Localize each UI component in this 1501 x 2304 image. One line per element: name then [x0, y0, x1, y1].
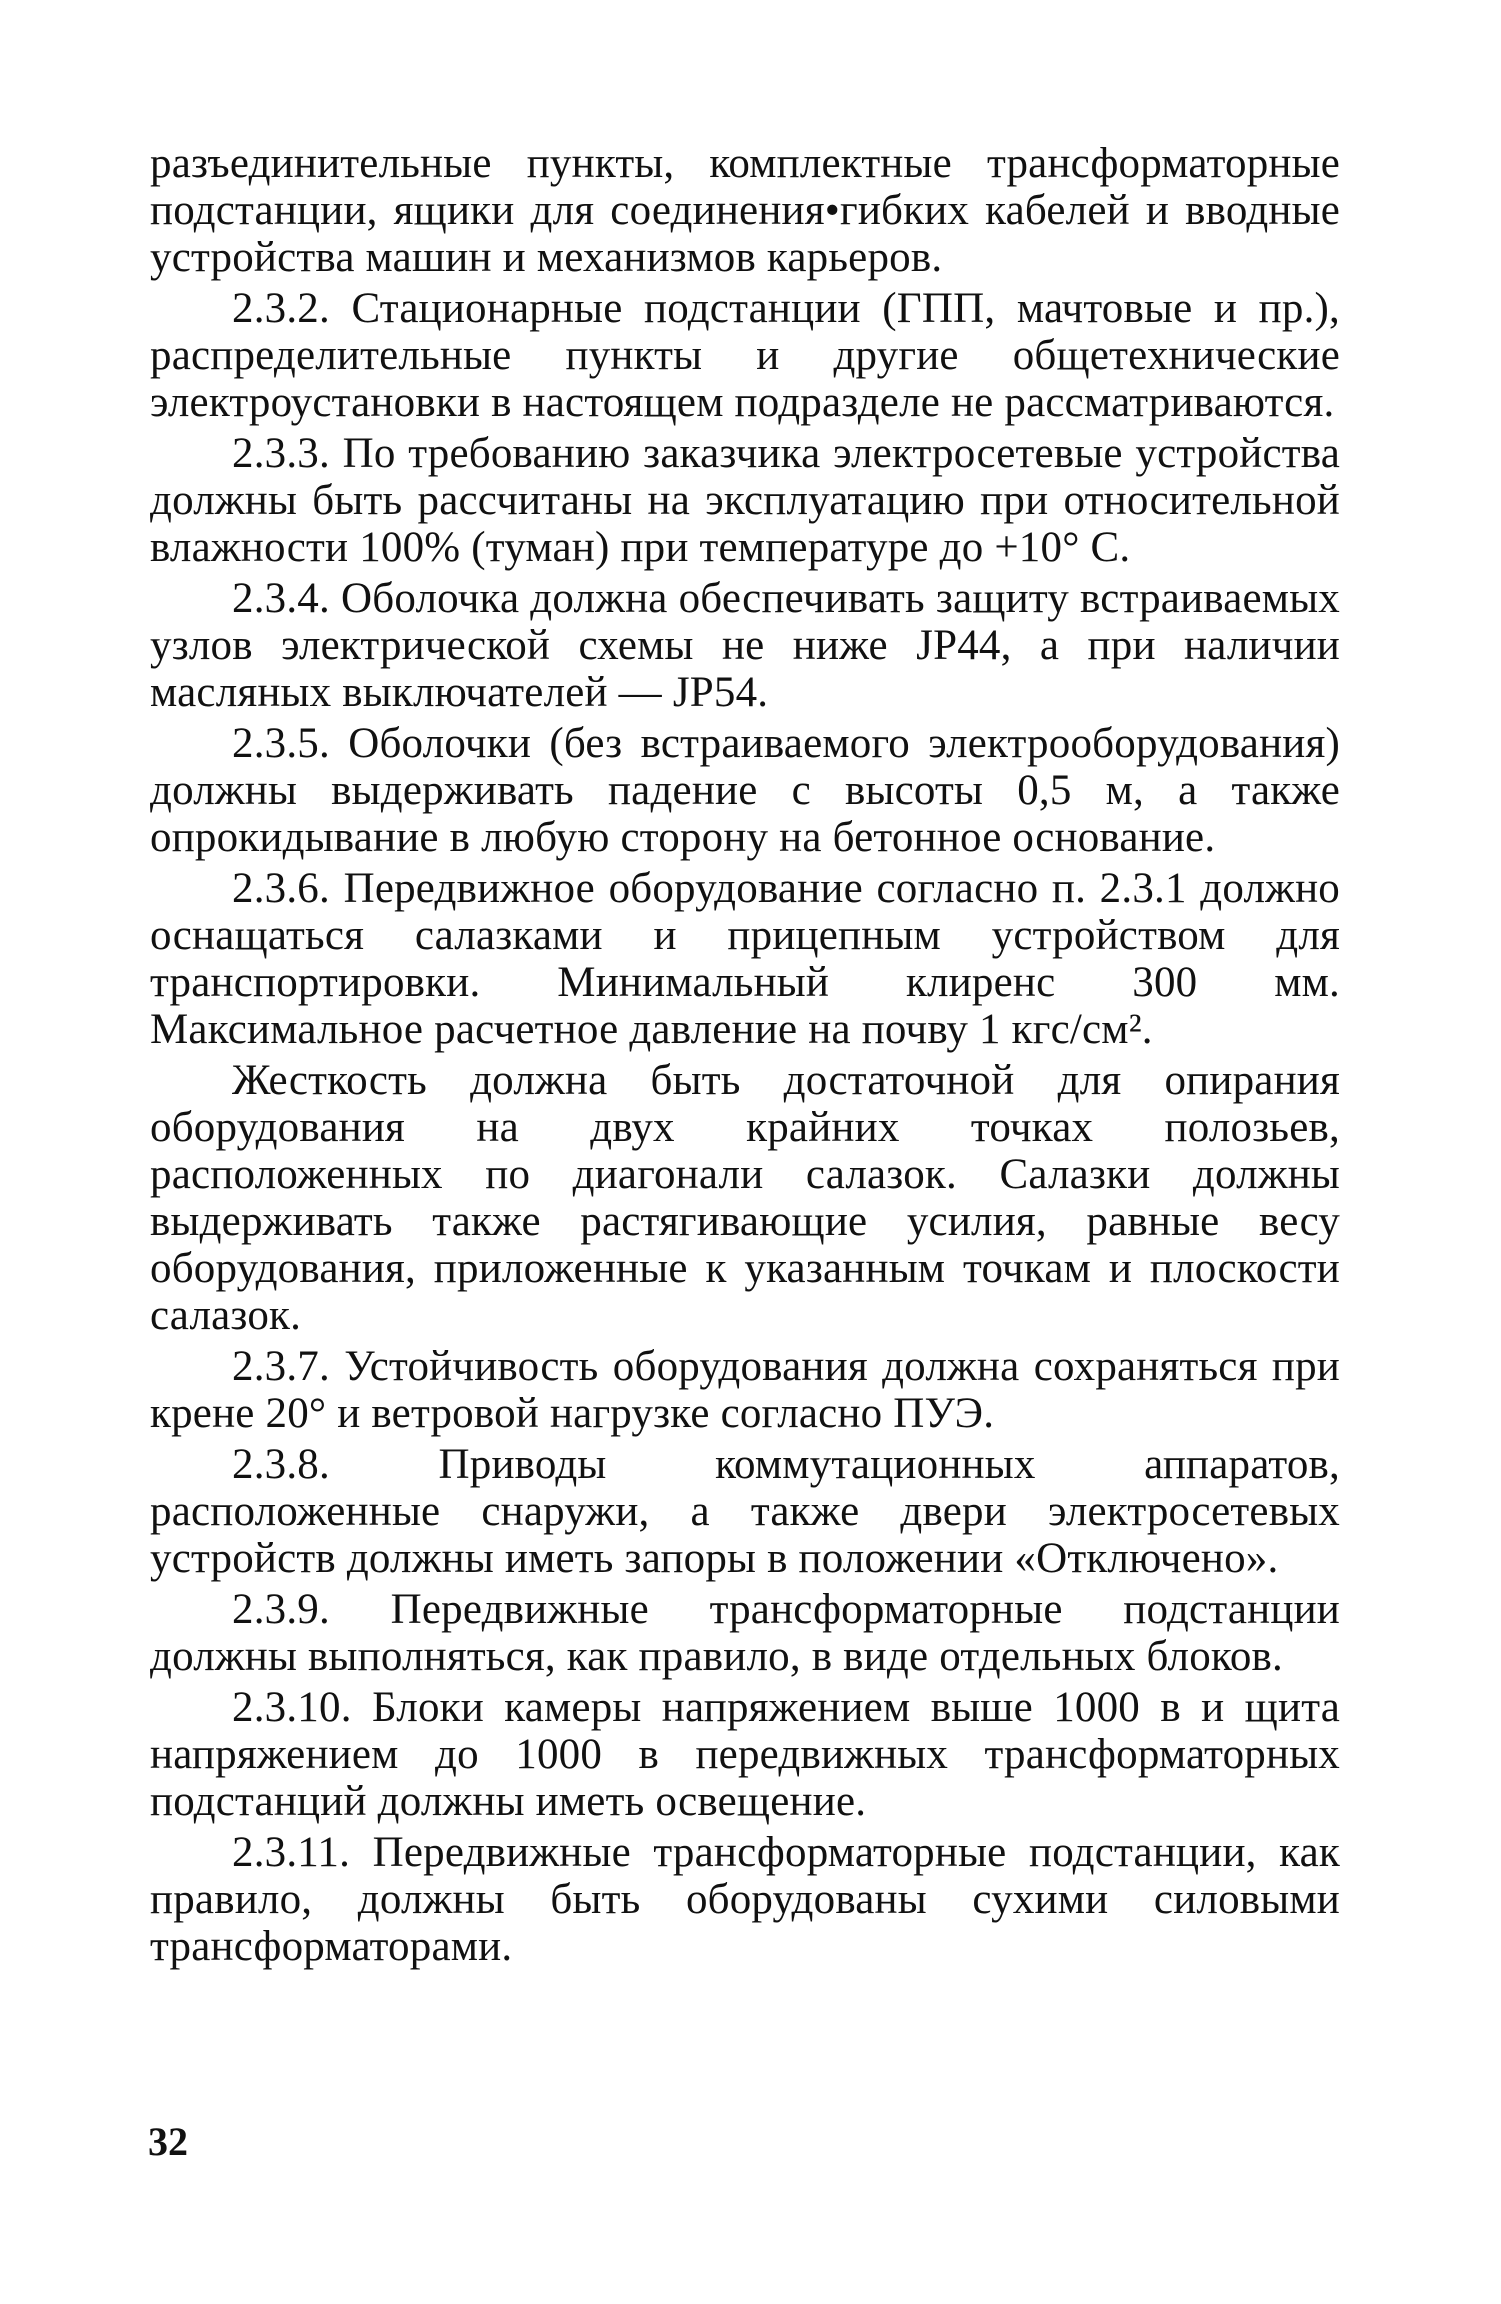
- paragraph-2-3-7: 2.3.7. Устойчивость оборудования должна сохраняться при крене 20° и ветровой нагрузке согласно ПУЭ.: [150, 1343, 1340, 1437]
- paragraph-2-3-5: 2.3.5. Оболочки (без встраиваемого электрооборудования) должны выдерживать падение с высоты 0,5 м, а также опрокидывание в любую сторону на бетонное основание.: [150, 720, 1340, 861]
- document-page: [150, 140, 1340, 1974]
- paragraph-2-3-4: 2.3.4. Оболочка должна обеспечивать защиту встраиваемых узлов электрической схемы не ниже JP44, а при наличии масляных выключателей — JP54.: [150, 575, 1340, 716]
- paragraph-2-3-2: 2.3.2. Стационарные подстанции (ГПП, мачтовые и пр.), распределительные пункты и другие общетехнические электроустановки в настоящем подразделе не рассматриваются.: [150, 285, 1340, 426]
- paragraph-2-3-8: 2.3.8. Приводы коммутационных аппаратов, расположенные снаружи, а также двери электросетевых устройств должны иметь запоры в положении «Отключено».: [150, 1441, 1340, 1582]
- page-number: 32: [148, 2119, 188, 2164]
- paragraph-2-3-9: 2.3.9. Передвижные трансформаторные подстанции должны выполняться, как правило, в виде отдельных блоков.: [150, 1586, 1340, 1680]
- paragraph-2-3-3: 2.3.3. По требованию заказчика электросетевые устройства должны быть рассчитаны на эксплуатацию при относительной влажности 100% (туман) при температуре до +10° С.: [150, 430, 1340, 571]
- paragraph-continuation: разъединительные пункты, комплектные трансформаторные подстанции, ящики для соединения•гибких кабелей и вводные устройства машин и механизмов карьеров.: [150, 140, 1340, 281]
- paragraph-2-3-11: 2.3.11. Передвижные трансформаторные подстанции, как правило, должны быть оборудованы сухими силовыми трансформаторами.: [150, 1829, 1340, 1970]
- paragraph-2-3-10: 2.3.10. Блоки камеры напряжением выше 1000 в и щита напряжением до 1000 в передвижных трансформаторных подстанций должны иметь освещение.: [150, 1684, 1340, 1825]
- paragraph-2-3-6: 2.3.6. Передвижное оборудование согласно п. 2.3.1 должно оснащаться салазками и прицепным устройством для транспортировки. Минимальный клиренс 300 мм. Максимальное расчетное давление на почву 1 кгс/см².: [150, 865, 1340, 1053]
- paragraph-rigidity: Жесткость должна быть достаточной для опирания оборудования на двух крайних точках полозьев, расположенных по диагонали салазок. Салазки должны выдерживать также растягивающие усилия, равные весу оборудования, приложенные к указанным точкам и плоскости салазок.: [150, 1057, 1340, 1339]
